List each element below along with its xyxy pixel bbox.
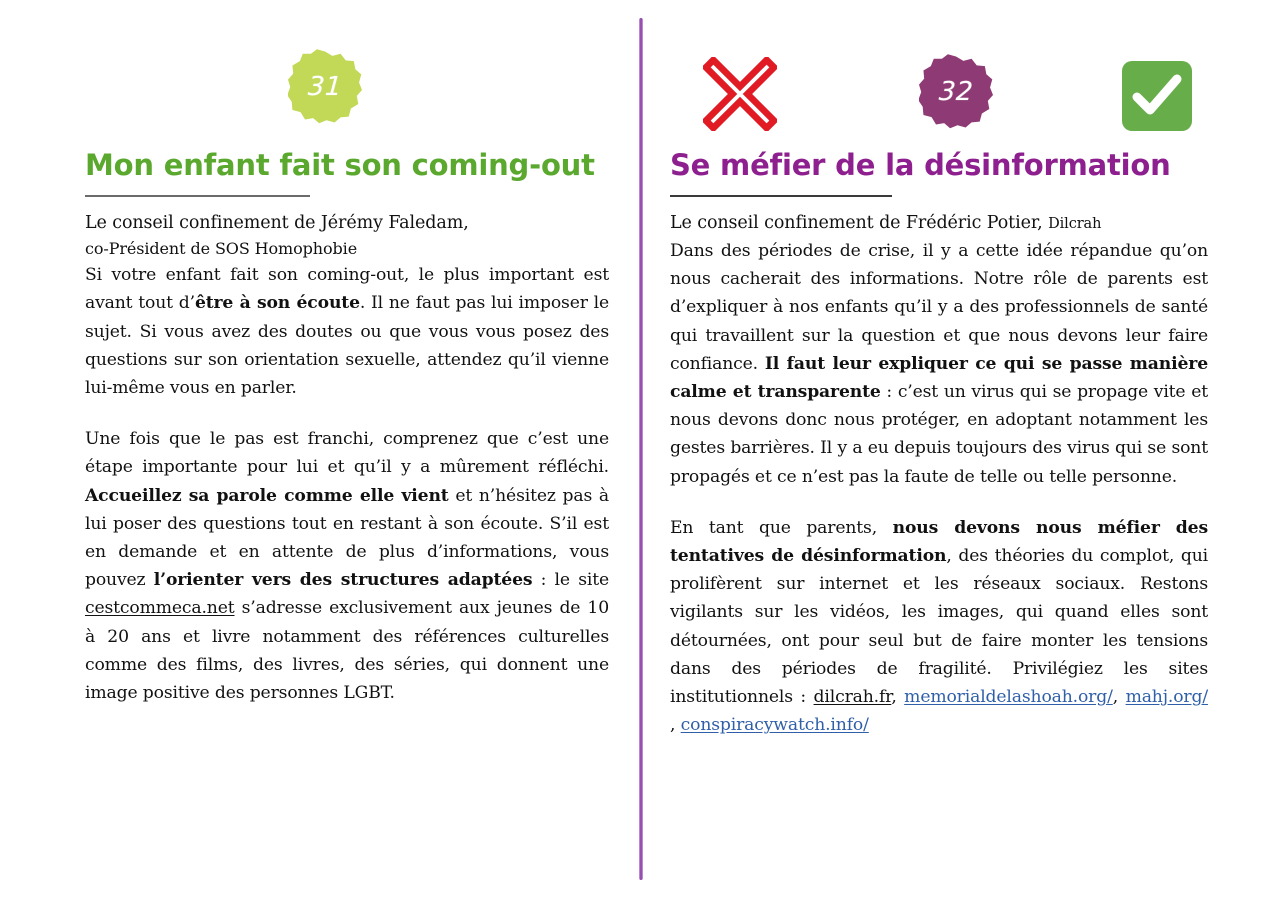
emphasis-text: être à son écoute bbox=[194, 293, 360, 314]
paragraph bbox=[670, 514, 1208, 740]
left-byline bbox=[85, 210, 609, 261]
inline-link[interactable]: cestcommeca.net bbox=[85, 598, 235, 619]
emphasis-text: nous devons nous méfier des tentatives de désinformation bbox=[670, 517, 1208, 566]
paragraph bbox=[85, 261, 609, 402]
badge-32 bbox=[919, 54, 993, 130]
right-byline-small: Dilcrah bbox=[1048, 216, 1102, 233]
paragraph bbox=[85, 425, 609, 707]
column-divider bbox=[639, 18, 643, 880]
check-icon bbox=[1122, 61, 1192, 131]
right-byline-main: Le conseil confinement de Frédéric Potier, bbox=[670, 213, 1043, 234]
left-column bbox=[85, 0, 609, 730]
left-byline-line1: Le conseil confinement de Jérémy Faledam, bbox=[85, 213, 469, 234]
body-text: : c’est un virus qui se propage vite et nous devons donc nous protéger, en adoptant notamment les gestes barrières. Il y a eu depuis toujours des virus qui se sont propagés et ce n’est pas la faute de telle ou telle personne. bbox=[670, 381, 1208, 487]
cross-icon bbox=[703, 57, 777, 131]
paragraph bbox=[670, 237, 1208, 491]
body-text: . Il ne faut pas lui imposer le sujet. Si vous avez des doutes ou que vous vous posez des questions sur son orientation sexuelle, attendez qu’il vienne lui-même vous en parler. bbox=[85, 293, 610, 399]
left-heading-rule bbox=[85, 195, 310, 197]
left-heading: Mon enfant fait son coming-out bbox=[85, 148, 595, 182]
inline-link[interactable]: mahj.org/ bbox=[1125, 686, 1208, 707]
right-icon-row bbox=[670, 0, 1208, 150]
right-heading-rule bbox=[670, 195, 892, 197]
inline-link[interactable]: conspiracywatch.info/ bbox=[680, 715, 869, 736]
body-text: et n’hésitez pas à lui poser des questions tout en restant à son écoute. S’il est en demande et en attente de plus d’informations, vous pouvez bbox=[85, 485, 610, 591]
emphasis-text: Accueillez sa parole comme elle vient bbox=[85, 485, 449, 506]
right-heading: Se méfier de la désinformation bbox=[670, 148, 1171, 182]
inline-link[interactable]: memorialdelashoah.org/ bbox=[904, 686, 1113, 707]
right-byline bbox=[670, 210, 1208, 237]
body-text: Dans des périodes de crise, il y a cette idée répandue qu’on nous cacherait des informations. Notre rôle de parents est d’expliquer à nos enfants qu’il y a des professionnels de santé qui travaillent sur la question et que nous devons leur faire confiance. bbox=[670, 240, 1208, 374]
body-text: Si votre enfant fait son coming-out, le plus important est avant tout d’ bbox=[85, 265, 609, 314]
badge-31 bbox=[288, 49, 362, 125]
emphasis-text: l’orienter vers des structures adaptées bbox=[153, 570, 533, 591]
inline-link[interactable]: dilcrah.fr bbox=[813, 686, 892, 707]
body-text: s’adresse exclusivement aux jeunes de 10 à 20 ans et livre notamment des références culturelles comme des films, des livres, des séries, qui donnent une image positive des personnes LGBT. bbox=[85, 598, 609, 704]
body-text: , des théories du complot, qui prolifèrent sur internet et les réseaux sociaux. Restons vigilants sur les vidéos, les images, qui quand elles sont détournées, ont pour seul but de faire monter les tensions dans des périodes de fragilité. Privilégiez les sites institutionnels : bbox=[670, 545, 1209, 707]
left-body bbox=[85, 261, 609, 707]
badge-31-number: 31 bbox=[306, 72, 344, 102]
emphasis-text: Il faut leur expliquer ce qui se passe manière calme et transparente bbox=[670, 353, 1208, 402]
body-text: Une fois que le pas est franchi, comprenez que c’est une étape importante pour lui et qu’il y a mûrement réfléchi. bbox=[85, 429, 609, 478]
body-text: , bbox=[891, 686, 905, 707]
left-icon-row bbox=[85, 0, 609, 150]
body-text: , bbox=[1112, 686, 1126, 707]
body-text: , bbox=[670, 715, 681, 736]
body-text: : le site bbox=[532, 570, 609, 591]
badge-32-number: 32 bbox=[937, 77, 975, 107]
left-byline-line2: co-Président de SOS Homophobie bbox=[85, 238, 358, 258]
body-text: En tant que parents, bbox=[670, 517, 893, 538]
right-body bbox=[670, 237, 1208, 739]
right-column bbox=[670, 0, 1208, 762]
